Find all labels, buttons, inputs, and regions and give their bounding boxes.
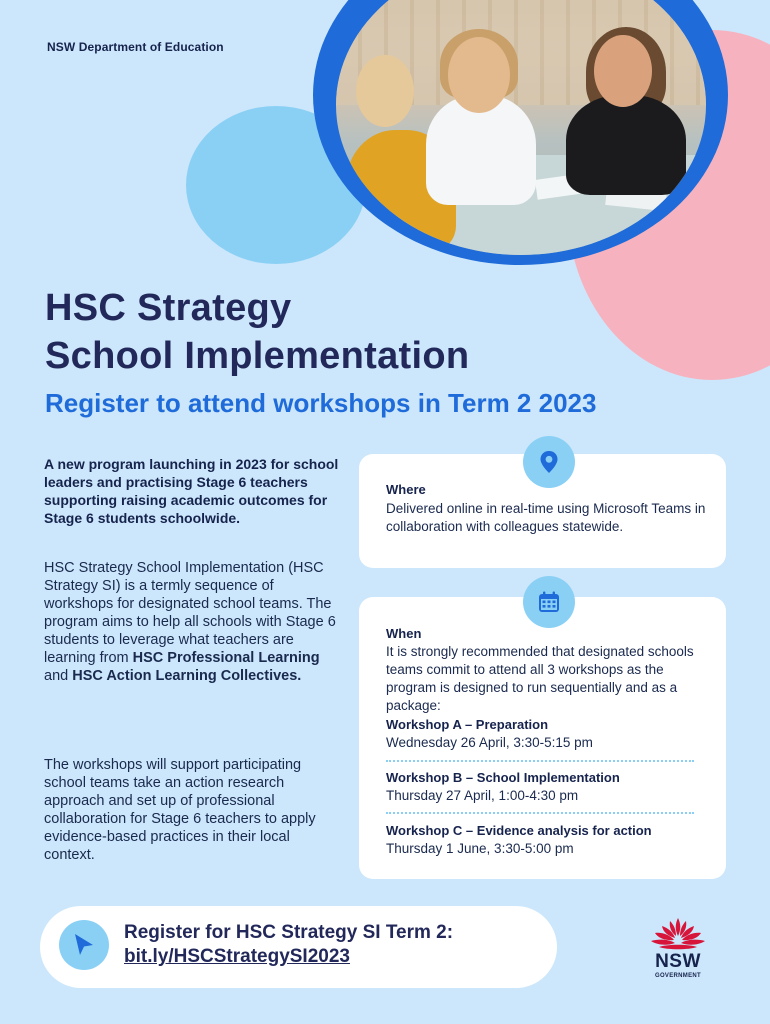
title-line-1: HSC Strategy — [45, 287, 292, 329]
hsc-professional-learning: HSC Professional Learning — [132, 650, 320, 666]
calendar-icon — [523, 576, 575, 628]
hsc-action-learning-collectives: HSC Action Learning Collectives. — [72, 668, 302, 684]
workshop-a-date: Wednesday 26 April, 3:30-5:15 pm — [386, 735, 593, 750]
logo-subtext: GOVERNMENT — [654, 973, 701, 979]
when-card — [359, 597, 726, 879]
where-label: Where — [386, 482, 426, 497]
page-title — [45, 284, 469, 380]
workshop-c-title: Workshop C – Evidence analysis for action — [386, 823, 652, 838]
when-text: It is strongly recommended that designated schools teams commit to attend all 3 workshops as the program is designed to run sequentially and as a package: — [386, 644, 694, 713]
workshop-b-date: Thursday 27 April, 1:00-4:30 pm — [386, 788, 579, 803]
location-pin-icon — [523, 436, 575, 488]
workshop-a-title: Workshop A – Preparation — [386, 717, 549, 732]
cursor-arrow-icon — [59, 920, 109, 970]
department-name: NSW Department of Education — [47, 40, 224, 54]
page-subtitle: Register to attend workshops in Term 2 2023 — [45, 388, 597, 418]
intro-paragraph-3: The workshops will support participating school teams take an action research approach and set up of professional collaboration for Stage 6 teachers to apply evidence-based practices in their local context. — [44, 757, 316, 863]
when-label: When — [386, 626, 422, 641]
intro-paragraph-2: HSC Strategy School Implementation (HSC Strategy SI) is a termly sequence of workshops for designated school teams. The program aims to help all schools with Stage 6 students to leverage what teachers are learning from HSC Professional Learning and HSC Action Learning Collectives. — [44, 560, 336, 684]
logo-wordmark: NSW — [655, 951, 701, 972]
register-heading: Register for HSC Strategy SI Term 2: — [124, 922, 454, 943]
intro-lead: A new program launching in 2023 for school leaders and practising Stage 6 teachers supporting raising academic outcomes for Stage 6 students schoolwide. — [44, 456, 339, 526]
hero-photo-teachers-meeting — [336, 0, 706, 255]
divider — [386, 812, 694, 814]
workshop-b-title: Workshop B – School Implementation — [386, 770, 620, 785]
workshop-c-date: Thursday 1 June, 3:30-5:00 pm — [386, 841, 574, 856]
divider — [386, 760, 694, 762]
where-text: Delivered online in real-time using Microsoft Teams in collaboration with colleagues statewide. — [386, 501, 706, 534]
register-link[interactable]: bit.ly/HSCStrategySI2023 — [124, 946, 350, 967]
title-line-2: School Implementation — [45, 335, 470, 377]
